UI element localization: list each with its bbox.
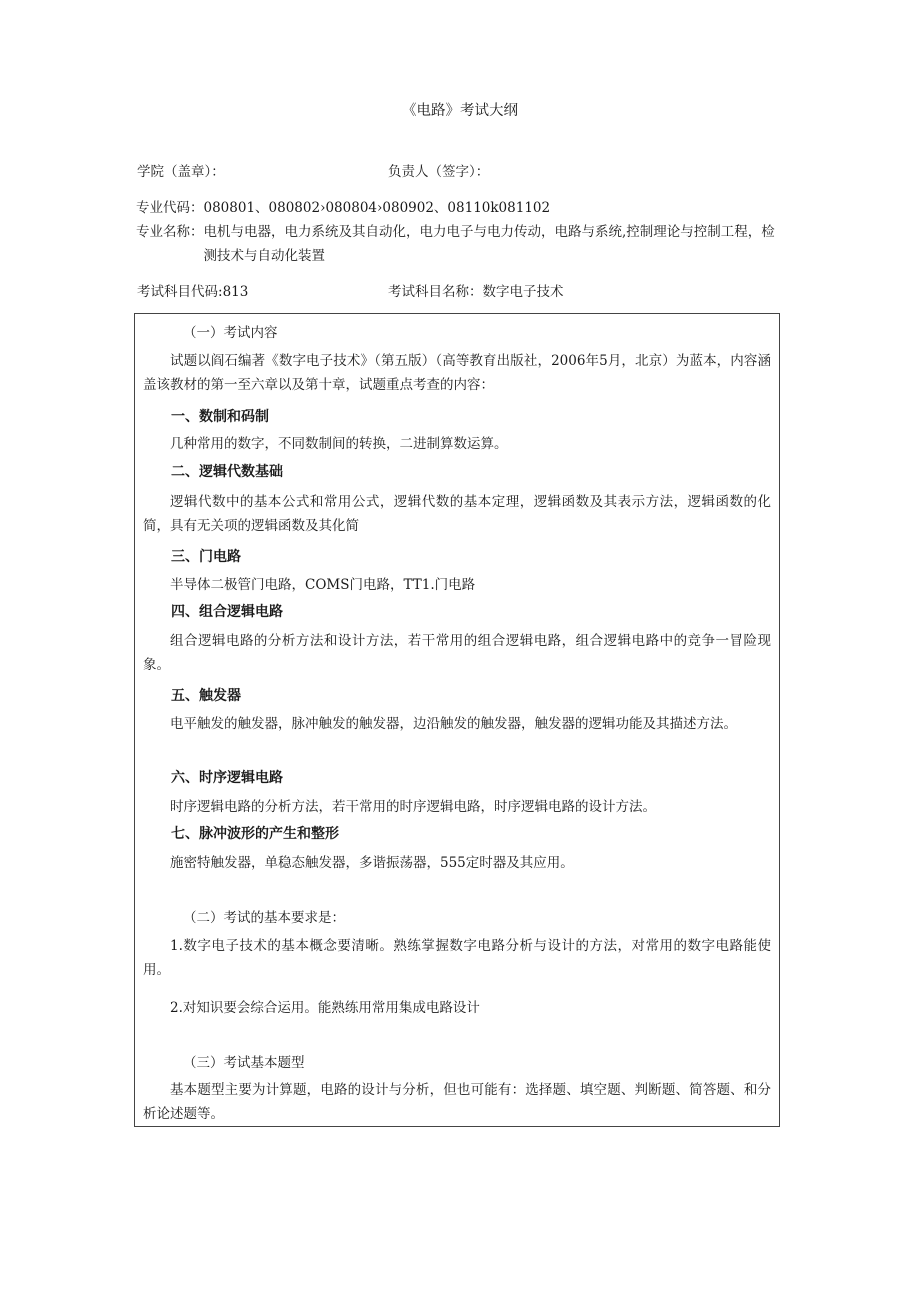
topic-heading: 二、逻辑代数基础 — [171, 464, 283, 480]
section2-title: （二）考试的基本要求是： — [183, 910, 345, 926]
topic-text: 施密特触发器，单稳态触发器，多谐振荡器，555定时器及其应用。 — [170, 855, 574, 871]
major-name-value: 电机与电器，电力系统及其自动化，电力电子与电力传动，电路与系统,控制理论与控制工程，检测技术与自动化装置 — [203, 224, 775, 264]
subject-name — [388, 282, 564, 302]
subject-code — [137, 282, 248, 302]
major-code-label: 专业代码： — [136, 200, 204, 216]
topic-heading: 三、门电路 — [171, 549, 241, 565]
topic-heading: 六、时序逻辑电路 — [171, 770, 283, 786]
subject-code-value: 813 — [222, 284, 249, 300]
topic-heading: 一、数制和码制 — [171, 409, 269, 425]
major-code-row — [136, 196, 786, 220]
topic-text: 逻辑代数中的基本公式和常用公式，逻辑代数的基本定理，逻辑函数及其表示方法，逻辑函数的化简，具有无关项的逻辑函数及其化简 — [143, 494, 771, 534]
topic-text: 几种常用的数字，不同数制间的转换，二进制算数运算。 — [170, 436, 508, 452]
requirement-2: 2.对知识要会综合运用。能熟练用常用集成电路设计 — [170, 1000, 480, 1016]
major-name-row — [136, 220, 786, 268]
topic-heading: 五、触发器 — [171, 688, 241, 704]
topic-heading: 七、脉冲波形的产生和整形 — [171, 826, 339, 842]
major-info — [136, 196, 786, 268]
topic-heading: 四、组合逻辑电路 — [171, 604, 283, 620]
major-code-value: 080801、080802›080804›080902、08110k081102 — [203, 200, 551, 216]
question-types-text: 基本题型主要为计算题，电路的设计与分析，但也可能有：选择题、填空题、判断题、简答题、和分析论述题等。 — [143, 1082, 771, 1122]
subject-code-label: 考试科目代码: — [137, 284, 223, 300]
subject-name-label: 考试科目名称： — [388, 284, 483, 300]
section1-title: （一）考试内容 — [183, 325, 278, 341]
major-name-label: 专业名称： — [136, 224, 204, 240]
topic-text: 电平触发的触发器，脉冲触发的触发器，边沿触发的触发器，触发器的逻辑功能及其描述方法。 — [170, 716, 737, 732]
topic-text: 组合逻辑电路的分析方法和设计方法，若干常用的组合逻辑电路，组合逻辑电路中的竞争一冒险现象。 — [143, 633, 771, 673]
outline-content-box — [134, 313, 780, 1127]
section3-title: （三）考试基本题型 — [183, 1055, 305, 1071]
topic-text: 半导体二极管门电路，COMS门电路，TT1.门电路 — [170, 577, 476, 593]
responsible-label: 负责人（签字）： — [388, 164, 490, 180]
subject-name-value: 数字电子技术 — [482, 284, 564, 300]
college-label: 学院（盖章）： — [137, 164, 225, 180]
document-title: 《电路》考试大纲 — [402, 103, 518, 119]
topic-text: 时序逻辑电路的分析方法，若干常用的时序逻辑电路，时序逻辑电路的设计方法。 — [170, 799, 656, 815]
requirement-1: 1.数字电子技术的基本概念要清晰。熟练掌握数字电路分析与设计的方法，对常用的数字电路能使用。 — [143, 938, 771, 978]
intro-paragraph: 试题以阎石编著《数字电子技术》（第五版）（高等教育出版社，2006年5月，北京）为蓝本，内容涵盖该教材的第一至六章以及第十章，试题重点考查的内容： — [143, 353, 771, 393]
